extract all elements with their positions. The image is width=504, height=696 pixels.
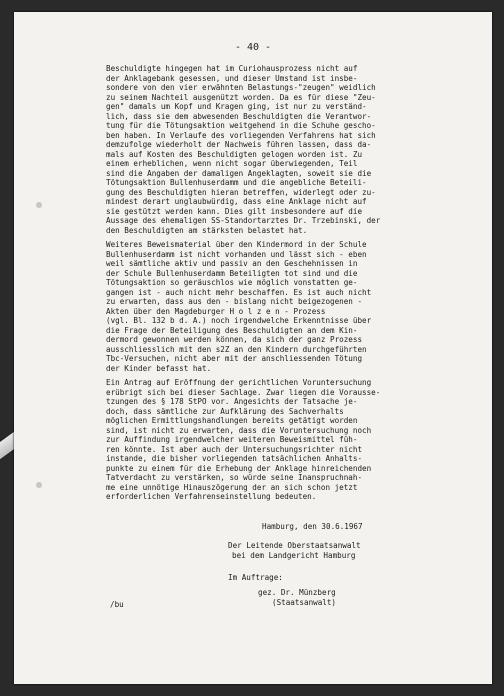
text-line: zu erwarten, dass aus den - bislang nicht beigezogenen - [106,297,363,306]
text-line: weil sämtliche aktiv und passiv an den Geschehnissen in [106,259,358,268]
paragraph-3 [106,378,466,502]
signed-name: gez. Dr. Münzberg [258,588,336,597]
office-line-1: Der Leitende Oberstaatsanwalt [228,541,361,550]
paragraph-2 [106,240,466,373]
text-line: erübrigt sich bei dieser Sachlage. Zwar liegen die Vorausse- [106,387,381,397]
text-line: Tatverdacht zu verstärken, so würde seine Inanspruchnah- [106,473,363,482]
text-line: instande, die bisher vorliegenden tatsächlichen Anhalts- [106,454,363,463]
text-line: zu seinem Nachteil ausgenützt worden. Da es für diese "Zeu- [106,92,376,102]
text-line: der Kinder befasst hat. [106,363,212,373]
text-line: demzufolge wiederholt der Nachweis führen lassen, dass da- [106,140,372,149]
text-line: Tötungsaktion Bullenhuserdamm und die angebliche Beteili- [106,178,367,187]
text-line: dermord gewonnen werden können, da sich der ganz Prozess [106,335,363,344]
text-line: den Beschuldigten am stärksten belastet hat. [106,225,308,235]
text-line: gangen ist - auch nicht mehr beschaffen. Es ist auch nicht [106,287,372,297]
text-line: Beschuldigte hingegen hat im Curiohausprozess nicht auf [106,64,358,73]
punch-hole [36,202,42,208]
office-line-2: bei dem Landgericht Hamburg [232,551,356,560]
text-line: punkte zu einem für die Erhebung der Anklage hinreichenden [106,463,372,473]
text-line: zur Auffindung irgendwelcher weiteren Beweismittel füh- [106,435,358,444]
text-line: Tötungsaktion so geräuschlos wie möglich vonstatten ge- [106,278,358,287]
text-line: sie gestützt werden kann. Dies gilt insbesondere auf die [106,206,363,216]
text-line: möglichen Ermittlungshandlungen bereits getätigt worden [106,416,358,425]
text-line: sind die Angaben der damaligen Angeklagten, soweit sie die [106,168,372,178]
text-line: Ein Antrag auf Eröffnung der gerichtlichen Voruntersuchung [106,378,372,387]
reference-mark: /bu [110,600,124,609]
text-line: doch, dass sämtliche zur Aufklärung des Sachverhalts [106,406,344,416]
text-line: die Frage der Beteiligung des Beschuldigten an dem Kin- [106,325,358,335]
text-line: der Schule Bullenhuserdamm Beteiligten tot sind und die [106,268,358,278]
text-line: mals auf Kosten des Beschuldigten gelogen worden ist. Zu [106,149,363,159]
text-line: tzungen des § 178 StPO vor. Angesichts der Tatsache je- [106,397,358,406]
page-number: - 40 - [234,42,272,53]
text-line: ren könnte. Ist aber auch der Untersuchungsrichter nicht [106,444,363,454]
text-line: (vgl. Bl. 132 b d. A.) noch irgendwelche Erkenntnisse über [106,316,372,325]
text-line: gen" damals um Kopf und Kragen ging, ist nur zu verständ- [106,102,367,111]
text-line: der Anklagebank gesessen, und dieser Umstand ist insbe- [106,73,358,83]
signatory-rank: (Staatsanwalt) [272,598,337,607]
text-line: Tbc-Versuchen, nicht aber mit der anschliessenden Tötung [106,354,363,363]
text-line: sondere von den vier erwähnten Belastungs-"zeugen" weidlich [106,83,376,92]
text-line: Weiteres Beweismaterial über den Kindermord in der Schule [106,240,367,249]
text-line: mindest derart unglaubwürdig, dass eine Anklage nicht auf [106,197,367,206]
text-line: Akten über den Magdeburger H o l z e n - Prozess [106,306,326,316]
text-line: sind, ist nicht zu erwarten, dass die Voruntersuchung noch [106,425,372,435]
punch-hole [36,482,42,488]
text-line: gung des Beschuldigten hieran betreffen, widerlegt oder zu- [106,187,376,197]
text-line: Bullenhuserdamm ist nicht vorhanden und lässt sich - eben [106,249,367,259]
text-line: einem erheblichen, wenn nicht sogar überwiegenden, Teil [106,159,358,168]
by-order: Im Auftrage: [228,573,283,582]
text-line: tung für die Tötungsaktion weitgehend in die Schuhe gescho- [106,121,376,130]
text-line: Aussage des ehemaligen SS-Standortarztes Dr. Trzebinski, der [106,216,381,225]
text-line: erforderlichen Verfahrenseinstellung bedeuten. [106,492,317,501]
body-text [106,64,466,507]
text-line: ben haben. In Verlaufe des vorliegenden Verfahrens hat sich [106,130,376,140]
paragraph-1 [106,64,466,235]
place-date: Hamburg, den 30.6.1967 [262,522,363,531]
text-line: ausschliesslich mit den s2Z an den Kindern durchgeführten [106,344,367,354]
document-page [14,12,492,684]
text-line: lich, dass sie dem abwesenden Beschuldigten die Verantwor- [106,111,372,121]
text-line: me eine unnötige Hinauszögerung der an sich schon jetzt [106,482,358,492]
